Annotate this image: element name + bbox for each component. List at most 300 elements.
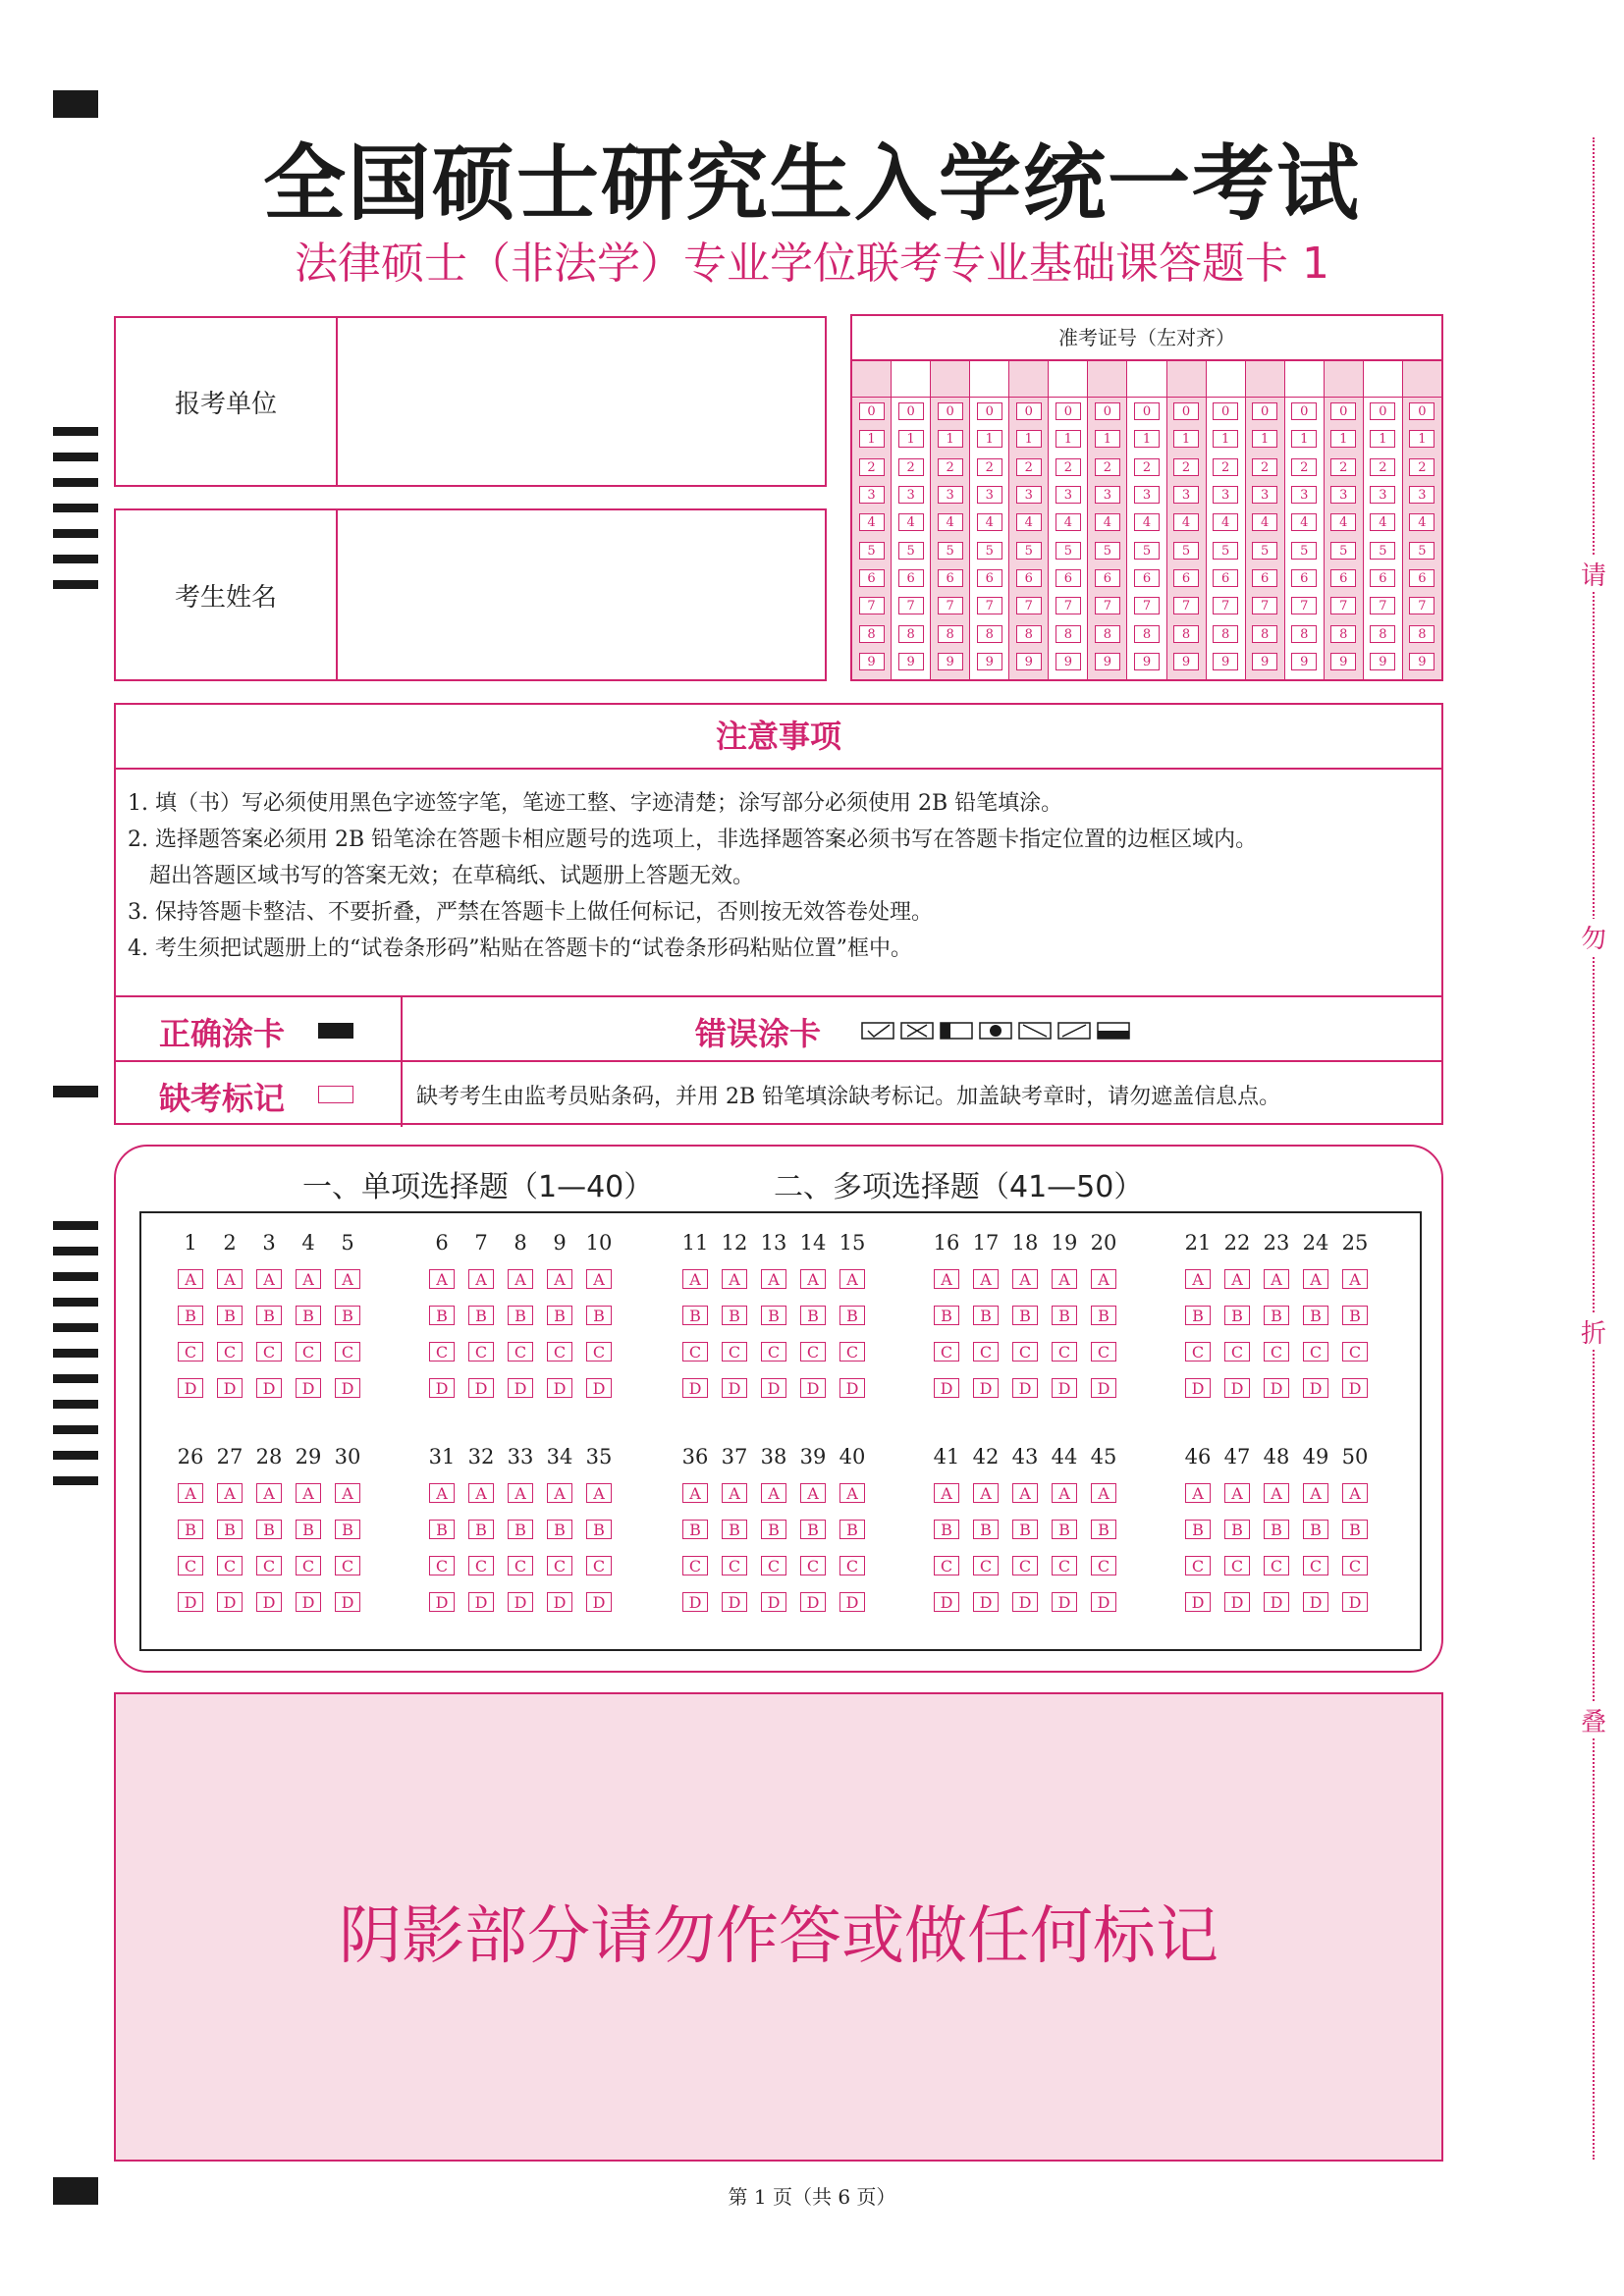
exam-id-column[interactable] <box>1088 361 1127 679</box>
exam-id-digit-bubble[interactable]: 8 <box>1056 625 1081 643</box>
option-bubble[interactable]: D <box>296 1378 321 1398</box>
exam-id-digit-bubble[interactable]: 4 <box>1016 513 1042 531</box>
exam-id-digit-bubble[interactable]: 9 <box>1330 653 1356 670</box>
option-bubble[interactable]: D <box>586 1592 612 1612</box>
exam-id-digit-bubble[interactable]: 9 <box>1016 653 1042 670</box>
exam-id-digit-bubble[interactable]: 3 <box>938 486 963 504</box>
option-bubble[interactable]: D <box>468 1378 494 1398</box>
exam-id-digit-bubble[interactable]: 6 <box>1095 569 1120 587</box>
exam-id-write-cell[interactable] <box>970 361 1008 398</box>
exam-id-digit-bubble[interactable]: 8 <box>1016 625 1042 643</box>
option-bubble[interactable]: B <box>682 1520 708 1539</box>
exam-id-digit-bubble[interactable]: 0 <box>859 402 885 420</box>
option-bubble[interactable]: B <box>1091 1306 1116 1325</box>
exam-id-digit-bubble[interactable]: 2 <box>898 458 924 476</box>
option-bubble[interactable]: A <box>722 1269 747 1289</box>
exam-id-digit-bubble[interactable]: 2 <box>1252 458 1277 476</box>
exam-id-digit-bubble[interactable]: 3 <box>898 486 924 504</box>
option-bubble[interactable]: A <box>508 1483 533 1503</box>
exam-id-digit-bubble[interactable]: 8 <box>859 625 885 643</box>
option-bubble[interactable]: B <box>761 1520 786 1539</box>
option-bubble[interactable]: C <box>1342 1342 1368 1362</box>
option-bubble[interactable]: B <box>256 1306 282 1325</box>
option-bubble[interactable]: A <box>934 1269 959 1289</box>
option-bubble[interactable]: D <box>508 1378 533 1398</box>
option-bubble[interactable]: A <box>547 1269 572 1289</box>
option-bubble[interactable]: B <box>178 1306 203 1325</box>
option-bubble[interactable]: C <box>586 1556 612 1575</box>
exam-id-digit-bubble[interactable]: 5 <box>977 542 1002 560</box>
exam-id-digit-bubble[interactable]: 2 <box>1330 458 1356 476</box>
option-bubble[interactable]: A <box>839 1269 865 1289</box>
option-bubble[interactable]: B <box>1342 1520 1368 1539</box>
exam-id-digit-bubble[interactable]: 9 <box>898 653 924 670</box>
option-bubble[interactable]: D <box>1052 1378 1077 1398</box>
option-bubble[interactable]: D <box>1303 1378 1328 1398</box>
option-bubble[interactable]: A <box>429 1269 455 1289</box>
exam-id-digit-bubble[interactable]: 6 <box>938 569 963 587</box>
option-bubble[interactable]: A <box>1012 1269 1038 1289</box>
option-bubble[interactable]: C <box>547 1342 572 1362</box>
exam-id-digit-bubble[interactable]: 3 <box>1252 486 1277 504</box>
exam-id-digit-bubble[interactable]: 7 <box>1056 597 1081 614</box>
exam-id-column[interactable] <box>1246 361 1285 679</box>
option-bubble[interactable]: B <box>761 1306 786 1325</box>
option-bubble[interactable]: B <box>800 1520 826 1539</box>
option-bubble[interactable]: A <box>973 1483 999 1503</box>
option-bubble[interactable]: A <box>800 1269 826 1289</box>
exam-id-write-cell[interactable] <box>1246 361 1284 398</box>
exam-id-write-cell[interactable] <box>1207 361 1245 398</box>
exam-id-digit-bubble[interactable]: 5 <box>1213 542 1238 560</box>
option-bubble[interactable]: C <box>429 1342 455 1362</box>
option-bubble[interactable]: C <box>296 1556 321 1575</box>
option-bubble[interactable]: C <box>1091 1342 1116 1362</box>
option-bubble[interactable]: A <box>468 1269 494 1289</box>
option-bubble[interactable]: C <box>800 1556 826 1575</box>
option-bubble[interactable]: D <box>1012 1592 1038 1612</box>
option-bubble[interactable]: A <box>429 1483 455 1503</box>
option-bubble[interactable]: C <box>1091 1556 1116 1575</box>
absent-mark-box[interactable] <box>318 1086 353 1103</box>
exam-id-digit-bubble[interactable]: 0 <box>1056 402 1081 420</box>
option-bubble[interactable]: D <box>468 1592 494 1612</box>
exam-id-digit-bubble[interactable]: 5 <box>1173 542 1199 560</box>
option-bubble[interactable]: B <box>1012 1520 1038 1539</box>
option-bubble[interactable]: B <box>547 1306 572 1325</box>
exam-id-digit-bubble[interactable]: 2 <box>1056 458 1081 476</box>
exam-id-digit-bubble[interactable]: 1 <box>938 430 963 448</box>
option-bubble[interactable]: B <box>1264 1306 1289 1325</box>
option-bubble[interactable]: C <box>1303 1556 1328 1575</box>
exam-id-digit-bubble[interactable]: 8 <box>977 625 1002 643</box>
exam-id-digit-bubble[interactable]: 2 <box>1016 458 1042 476</box>
exam-id-digit-bubble[interactable]: 1 <box>977 430 1002 448</box>
exam-id-column[interactable] <box>1049 361 1088 679</box>
option-bubble[interactable]: B <box>586 1306 612 1325</box>
option-bubble[interactable]: C <box>1052 1342 1077 1362</box>
exam-id-digit-bubble[interactable]: 7 <box>938 597 963 614</box>
option-bubble[interactable]: B <box>1224 1306 1250 1325</box>
exam-id-write-cell[interactable] <box>1049 361 1087 398</box>
exam-id-digit-bubble[interactable]: 3 <box>977 486 1002 504</box>
option-bubble[interactable]: B <box>1264 1520 1289 1539</box>
option-bubble[interactable]: D <box>800 1592 826 1612</box>
exam-id-digit-bubble[interactable]: 4 <box>898 513 924 531</box>
exam-id-digit-bubble[interactable]: 3 <box>1095 486 1120 504</box>
option-bubble[interactable]: C <box>468 1342 494 1362</box>
exam-id-digit-bubble[interactable]: 1 <box>1173 430 1199 448</box>
option-bubble[interactable]: C <box>1224 1556 1250 1575</box>
option-bubble[interactable]: D <box>1264 1592 1289 1612</box>
option-bubble[interactable]: C <box>1264 1556 1289 1575</box>
option-bubble[interactable]: B <box>934 1520 959 1539</box>
option-bubble[interactable]: B <box>722 1306 747 1325</box>
option-bubble[interactable]: D <box>256 1378 282 1398</box>
option-bubble[interactable]: D <box>1224 1378 1250 1398</box>
option-bubble[interactable]: C <box>217 1342 243 1362</box>
option-bubble[interactable]: C <box>508 1342 533 1362</box>
option-bubble[interactable]: D <box>1091 1378 1116 1398</box>
exam-id-digit-bubble[interactable]: 6 <box>1173 569 1199 587</box>
exam-id-digit-bubble[interactable]: 7 <box>1016 597 1042 614</box>
option-bubble[interactable]: B <box>547 1520 572 1539</box>
option-bubble[interactable]: C <box>586 1342 612 1362</box>
option-bubble[interactable]: D <box>682 1378 708 1398</box>
exam-id-digit-bubble[interactable]: 7 <box>1291 597 1317 614</box>
exam-id-digit-bubble[interactable]: 9 <box>1095 653 1120 670</box>
option-bubble[interactable]: B <box>1185 1520 1211 1539</box>
exam-id-write-cell[interactable] <box>1325 361 1363 398</box>
exam-id-write-cell[interactable] <box>1403 361 1441 398</box>
option-bubble[interactable]: C <box>682 1556 708 1575</box>
option-bubble[interactable]: C <box>1264 1342 1289 1362</box>
exam-id-digit-bubble[interactable]: 4 <box>1095 513 1120 531</box>
option-bubble[interactable]: A <box>217 1269 243 1289</box>
option-bubble[interactable]: B <box>973 1520 999 1539</box>
exam-id-digit-bubble[interactable]: 3 <box>1056 486 1081 504</box>
exam-id-write-cell[interactable] <box>1364 361 1402 398</box>
option-bubble[interactable]: A <box>1052 1269 1077 1289</box>
exam-id-digit-bubble[interactable]: 1 <box>1016 430 1042 448</box>
exam-id-digit-bubble[interactable]: 9 <box>1173 653 1199 670</box>
option-bubble[interactable]: A <box>296 1269 321 1289</box>
option-bubble[interactable]: C <box>934 1342 959 1362</box>
exam-id-digit-bubble[interactable]: 4 <box>1291 513 1317 531</box>
exam-id-write-cell[interactable] <box>1127 361 1165 398</box>
exam-id-digit-bubble[interactable]: 3 <box>1213 486 1238 504</box>
option-bubble[interactable]: B <box>1052 1520 1077 1539</box>
exam-id-write-cell[interactable] <box>1009 361 1048 398</box>
exam-id-digit-bubble[interactable]: 9 <box>1213 653 1238 670</box>
option-bubble[interactable]: D <box>217 1378 243 1398</box>
option-bubble[interactable]: D <box>761 1592 786 1612</box>
option-bubble[interactable]: B <box>1303 1306 1328 1325</box>
exam-id-column[interactable] <box>1403 361 1441 679</box>
exam-id-digit-bubble[interactable]: 8 <box>1252 625 1277 643</box>
exam-id-digit-bubble[interactable]: 8 <box>1330 625 1356 643</box>
option-bubble[interactable]: C <box>217 1556 243 1575</box>
exam-id-digit-bubble[interactable]: 6 <box>1134 569 1160 587</box>
option-bubble[interactable]: B <box>335 1520 360 1539</box>
option-bubble[interactable]: A <box>1091 1269 1116 1289</box>
option-bubble[interactable]: C <box>178 1556 203 1575</box>
exam-id-digit-bubble[interactable]: 4 <box>938 513 963 531</box>
exam-id-digit-bubble[interactable]: 3 <box>1134 486 1160 504</box>
exam-id-digit-bubble[interactable]: 8 <box>1370 625 1395 643</box>
exam-id-digit-bubble[interactable]: 9 <box>1291 653 1317 670</box>
option-bubble[interactable]: D <box>800 1378 826 1398</box>
option-bubble[interactable]: B <box>256 1520 282 1539</box>
option-bubble[interactable]: B <box>586 1520 612 1539</box>
option-bubble[interactable]: A <box>178 1269 203 1289</box>
option-bubble[interactable]: D <box>1185 1378 1211 1398</box>
option-bubble[interactable]: A <box>1342 1483 1368 1503</box>
option-bubble[interactable]: A <box>1052 1483 1077 1503</box>
exam-id-digit-bubble[interactable]: 7 <box>1173 597 1199 614</box>
exam-id-digit-bubble[interactable]: 8 <box>938 625 963 643</box>
exam-id-digit-bubble[interactable]: 9 <box>1252 653 1277 670</box>
exam-id-digit-bubble[interactable]: 5 <box>1252 542 1277 560</box>
exam-id-digit-bubble[interactable]: 6 <box>1409 569 1435 587</box>
exam-id-digit-bubble[interactable]: 1 <box>1252 430 1277 448</box>
option-bubble[interactable]: D <box>335 1592 360 1612</box>
option-bubble[interactable]: B <box>1342 1306 1368 1325</box>
exam-id-column[interactable] <box>892 361 931 679</box>
option-bubble[interactable]: A <box>1342 1269 1368 1289</box>
option-bubble[interactable]: C <box>178 1342 203 1362</box>
option-bubble[interactable]: C <box>800 1342 826 1362</box>
option-bubble[interactable]: C <box>1185 1556 1211 1575</box>
exam-id-digit-bubble[interactable]: 1 <box>1370 430 1395 448</box>
exam-id-digit-bubble[interactable]: 0 <box>1291 402 1317 420</box>
option-bubble[interactable]: A <box>1264 1269 1289 1289</box>
option-bubble[interactable]: C <box>256 1342 282 1362</box>
exam-id-column[interactable] <box>1364 361 1403 679</box>
option-bubble[interactable]: D <box>934 1378 959 1398</box>
option-bubble[interactable]: A <box>761 1269 786 1289</box>
exam-id-write-cell[interactable] <box>1285 361 1324 398</box>
exam-id-digit-bubble[interactable]: 0 <box>1095 402 1120 420</box>
exam-id-digit-bubble[interactable]: 4 <box>1252 513 1277 531</box>
exam-id-digit-bubble[interactable]: 7 <box>1370 597 1395 614</box>
option-bubble[interactable]: D <box>973 1378 999 1398</box>
exam-id-digit-bubble[interactable]: 5 <box>1134 542 1160 560</box>
option-bubble[interactable]: B <box>429 1306 455 1325</box>
option-bubble[interactable]: D <box>1264 1378 1289 1398</box>
exam-id-digit-bubble[interactable]: 2 <box>1213 458 1238 476</box>
option-bubble[interactable]: D <box>547 1592 572 1612</box>
option-bubble[interactable]: B <box>839 1306 865 1325</box>
exam-id-digit-bubble[interactable]: 1 <box>1134 430 1160 448</box>
exam-id-digit-bubble[interactable]: 6 <box>977 569 1002 587</box>
option-bubble[interactable]: D <box>973 1592 999 1612</box>
exam-id-digit-bubble[interactable]: 3 <box>1370 486 1395 504</box>
option-bubble[interactable]: B <box>217 1520 243 1539</box>
exam-id-digit-bubble[interactable]: 3 <box>1291 486 1317 504</box>
option-bubble[interactable]: A <box>586 1269 612 1289</box>
option-bubble[interactable]: C <box>429 1556 455 1575</box>
option-bubble[interactable]: C <box>547 1556 572 1575</box>
option-bubble[interactable]: A <box>1185 1483 1211 1503</box>
exam-id-digit-bubble[interactable]: 2 <box>1173 458 1199 476</box>
option-bubble[interactable]: B <box>1303 1520 1328 1539</box>
option-bubble[interactable]: A <box>934 1483 959 1503</box>
option-bubble[interactable]: A <box>1012 1483 1038 1503</box>
option-bubble[interactable]: A <box>682 1269 708 1289</box>
exam-id-digit-bubble[interactable]: 5 <box>1095 542 1120 560</box>
exam-id-digit-bubble[interactable]: 7 <box>859 597 885 614</box>
option-bubble[interactable]: D <box>1091 1592 1116 1612</box>
exam-id-digit-bubble[interactable]: 6 <box>1056 569 1081 587</box>
option-bubble[interactable]: A <box>296 1483 321 1503</box>
option-bubble[interactable]: A <box>335 1483 360 1503</box>
exam-id-digit-bubble[interactable]: 1 <box>1213 430 1238 448</box>
option-bubble[interactable]: C <box>1303 1342 1328 1362</box>
exam-id-digit-bubble[interactable]: 2 <box>1134 458 1160 476</box>
exam-id-digit-bubble[interactable]: 0 <box>1213 402 1238 420</box>
option-bubble[interactable]: B <box>973 1306 999 1325</box>
option-bubble[interactable]: A <box>800 1483 826 1503</box>
option-bubble[interactable]: A <box>1091 1483 1116 1503</box>
exam-id-digit-bubble[interactable]: 4 <box>859 513 885 531</box>
option-bubble[interactable]: A <box>1303 1269 1328 1289</box>
option-bubble[interactable]: D <box>178 1592 203 1612</box>
exam-id-digit-bubble[interactable]: 1 <box>1056 430 1081 448</box>
option-bubble[interactable]: D <box>839 1378 865 1398</box>
option-bubble[interactable]: A <box>761 1483 786 1503</box>
option-bubble[interactable]: A <box>468 1483 494 1503</box>
exam-id-digit-bubble[interactable]: 6 <box>898 569 924 587</box>
option-bubble[interactable]: A <box>1224 1483 1250 1503</box>
option-bubble[interactable]: C <box>839 1556 865 1575</box>
exam-id-digit-bubble[interactable]: 7 <box>977 597 1002 614</box>
exam-id-digit-bubble[interactable]: 2 <box>977 458 1002 476</box>
option-bubble[interactable]: D <box>1052 1592 1077 1612</box>
option-bubble[interactable]: A <box>256 1483 282 1503</box>
exam-id-digit-bubble[interactable]: 3 <box>1016 486 1042 504</box>
exam-id-digit-bubble[interactable]: 2 <box>1095 458 1120 476</box>
exam-id-digit-bubble[interactable]: 0 <box>977 402 1002 420</box>
option-bubble[interactable]: C <box>1012 1342 1038 1362</box>
exam-id-digit-bubble[interactable]: 4 <box>1134 513 1160 531</box>
exam-id-digit-bubble[interactable]: 5 <box>1330 542 1356 560</box>
exam-id-digit-bubble[interactable]: 6 <box>1213 569 1238 587</box>
option-bubble[interactable]: B <box>1052 1306 1077 1325</box>
option-bubble[interactable]: A <box>682 1483 708 1503</box>
exam-id-digit-bubble[interactable]: 0 <box>1173 402 1199 420</box>
option-bubble[interactable]: C <box>1224 1342 1250 1362</box>
option-bubble[interactable]: D <box>934 1592 959 1612</box>
exam-id-digit-bubble[interactable]: 5 <box>1056 542 1081 560</box>
exam-id-write-cell[interactable] <box>1088 361 1126 398</box>
option-bubble[interactable]: C <box>973 1556 999 1575</box>
option-bubble[interactable]: D <box>547 1378 572 1398</box>
exam-id-column[interactable] <box>1127 361 1166 679</box>
exam-id-digit-bubble[interactable]: 6 <box>1330 569 1356 587</box>
exam-id-digit-bubble[interactable]: 2 <box>1409 458 1435 476</box>
exam-id-digit-bubble[interactable]: 1 <box>1291 430 1317 448</box>
option-bubble[interactable]: B <box>682 1306 708 1325</box>
exam-id-digit-bubble[interactable]: 5 <box>938 542 963 560</box>
option-bubble[interactable]: A <box>973 1269 999 1289</box>
exam-id-digit-bubble[interactable]: 8 <box>1173 625 1199 643</box>
option-bubble[interactable]: B <box>722 1520 747 1539</box>
option-bubble[interactable]: B <box>934 1306 959 1325</box>
exam-id-digit-bubble[interactable]: 5 <box>1291 542 1317 560</box>
option-bubble[interactable]: D <box>682 1592 708 1612</box>
option-bubble[interactable]: D <box>722 1378 747 1398</box>
option-bubble[interactable]: A <box>1264 1483 1289 1503</box>
exam-id-write-cell[interactable] <box>1167 361 1206 398</box>
exam-id-digit-bubble[interactable]: 9 <box>938 653 963 670</box>
exam-id-column[interactable] <box>931 361 970 679</box>
exam-id-column[interactable] <box>1285 361 1325 679</box>
option-bubble[interactable]: B <box>468 1306 494 1325</box>
unit-box[interactable] <box>114 316 827 487</box>
exam-id-digit-bubble[interactable]: 4 <box>1213 513 1238 531</box>
option-bubble[interactable]: B <box>296 1306 321 1325</box>
exam-id-digit-bubble[interactable]: 6 <box>1370 569 1395 587</box>
exam-id-digit-bubble[interactable]: 4 <box>1173 513 1199 531</box>
exam-id-digit-bubble[interactable]: 3 <box>859 486 885 504</box>
option-bubble[interactable]: C <box>296 1342 321 1362</box>
option-bubble[interactable]: B <box>217 1306 243 1325</box>
option-bubble[interactable]: C <box>1052 1556 1077 1575</box>
exam-id-digit-bubble[interactable]: 0 <box>1370 402 1395 420</box>
exam-id-digit-bubble[interactable]: 9 <box>977 653 1002 670</box>
exam-id-digit-bubble[interactable]: 8 <box>898 625 924 643</box>
option-bubble[interactable]: B <box>1091 1520 1116 1539</box>
option-bubble[interactable]: A <box>586 1483 612 1503</box>
option-bubble[interactable]: C <box>335 1342 360 1362</box>
option-bubble[interactable]: B <box>800 1306 826 1325</box>
exam-id-column[interactable] <box>852 361 892 679</box>
option-bubble[interactable]: D <box>761 1378 786 1398</box>
option-bubble[interactable]: B <box>839 1520 865 1539</box>
option-bubble[interactable]: B <box>508 1306 533 1325</box>
option-bubble[interactable]: D <box>1012 1378 1038 1398</box>
exam-id-digit-bubble[interactable]: 6 <box>1252 569 1277 587</box>
option-bubble[interactable]: B <box>429 1520 455 1539</box>
option-bubble[interactable]: D <box>178 1378 203 1398</box>
exam-id-digit-bubble[interactable]: 5 <box>859 542 885 560</box>
exam-id-write-cell[interactable] <box>852 361 891 398</box>
exam-id-digit-bubble[interactable]: 4 <box>1370 513 1395 531</box>
exam-id-digit-bubble[interactable]: 1 <box>898 430 924 448</box>
exam-id-digit-bubble[interactable]: 7 <box>1330 597 1356 614</box>
exam-id-digit-bubble[interactable]: 2 <box>938 458 963 476</box>
option-bubble[interactable]: D <box>335 1378 360 1398</box>
option-bubble[interactable]: D <box>1185 1592 1211 1612</box>
option-bubble[interactable]: A <box>508 1269 533 1289</box>
exam-id-column[interactable] <box>1167 361 1207 679</box>
option-bubble[interactable]: D <box>256 1592 282 1612</box>
option-bubble[interactable]: D <box>586 1378 612 1398</box>
option-bubble[interactable]: D <box>429 1592 455 1612</box>
option-bubble[interactable]: A <box>256 1269 282 1289</box>
exam-id-digit-bubble[interactable]: 0 <box>1330 402 1356 420</box>
option-bubble[interactable]: B <box>1185 1306 1211 1325</box>
option-bubble[interactable]: C <box>761 1556 786 1575</box>
exam-id-grid[interactable] <box>850 314 1443 681</box>
option-bubble[interactable]: C <box>682 1342 708 1362</box>
exam-id-digit-bubble[interactable]: 6 <box>1291 569 1317 587</box>
option-bubble[interactable]: C <box>1342 1556 1368 1575</box>
exam-id-digit-bubble[interactable]: 2 <box>1370 458 1395 476</box>
option-bubble[interactable]: D <box>508 1592 533 1612</box>
option-bubble[interactable]: C <box>839 1342 865 1362</box>
